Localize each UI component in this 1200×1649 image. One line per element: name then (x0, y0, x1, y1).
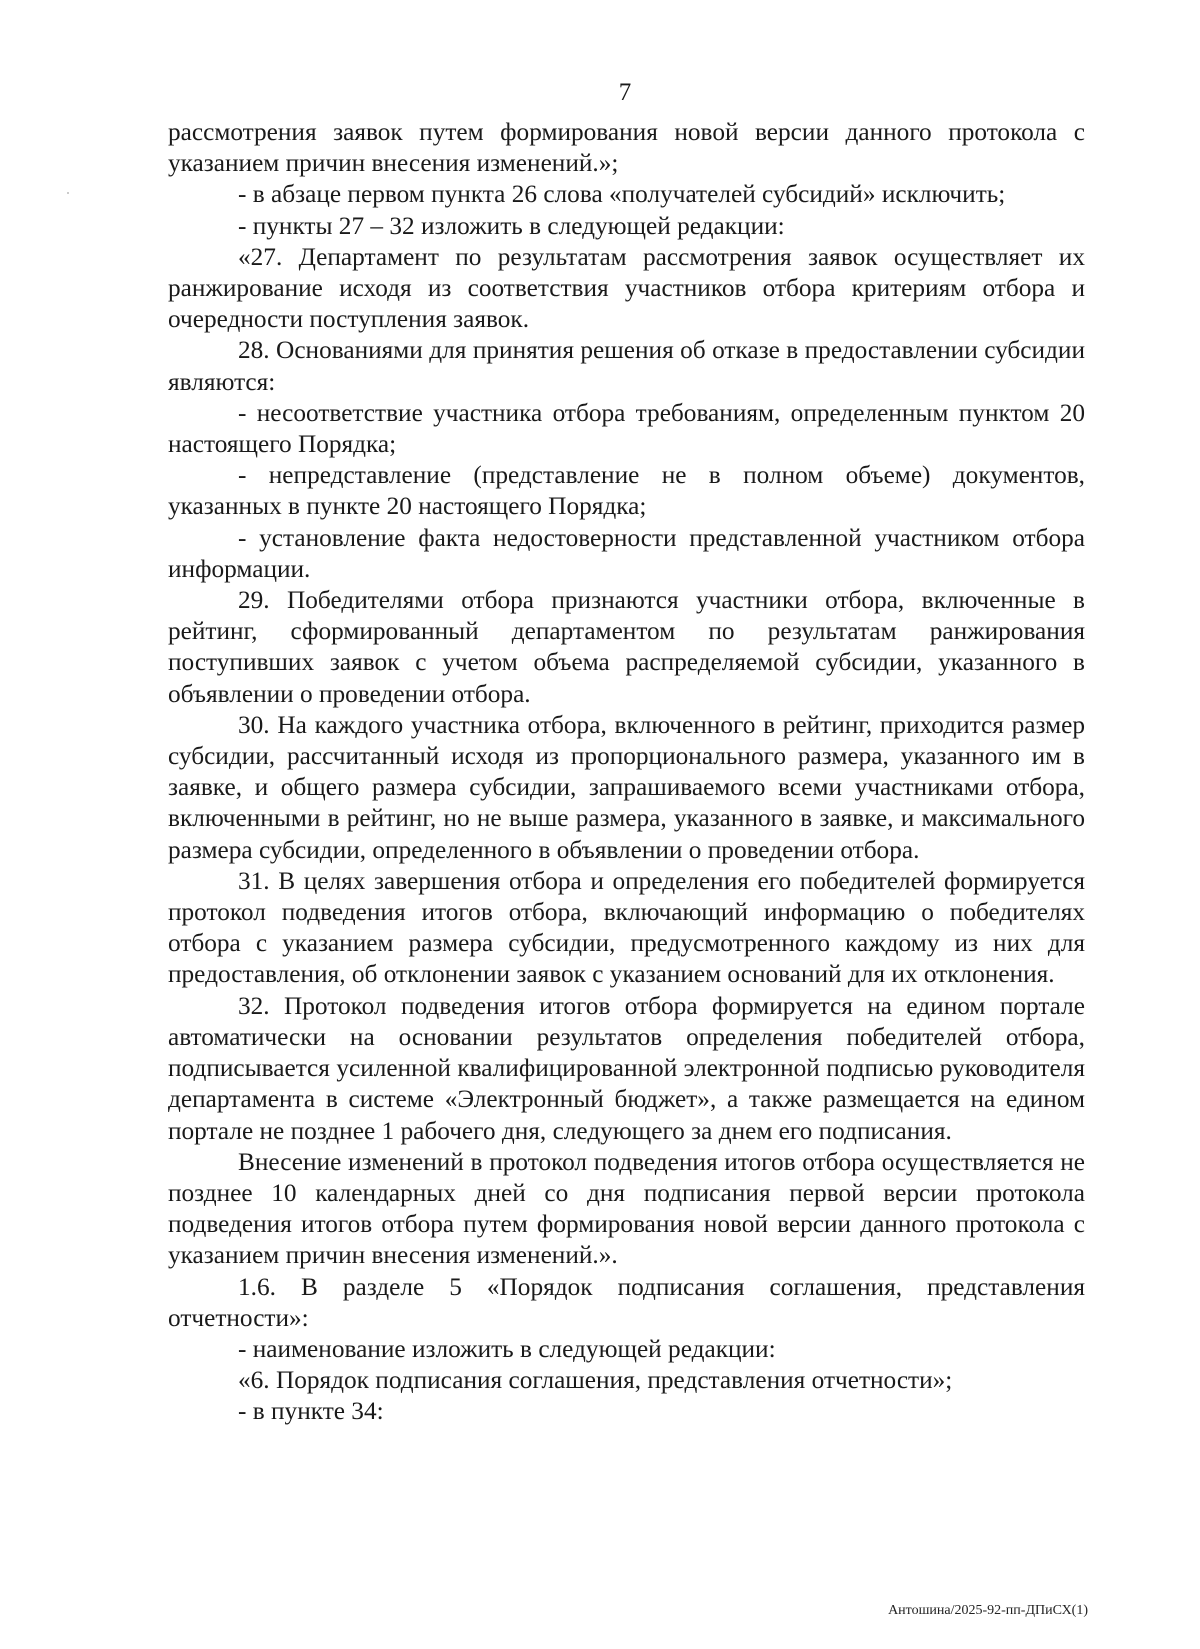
scan-speck (67, 192, 69, 194)
paragraph-27: «27. Департамент по результатам рассмотрения заявок осуществляет их ранжирование исходя из соответствия участников отбора критериям отбора и очередности поступления заявок. (168, 242, 1085, 334)
paragraph-item-26: - в абзаце первом пункта 26 слова «получателей субсидий» исключить; (238, 180, 1006, 209)
paragraph-32-amendments: Внесение изменений в протокол подведения итогов отбора осуществляется не позднее 10 календарных дней со дня подписания первой версии протокола подведения итогов отбора путем формирования новой версии данного протокола с указанием причин внесения изменений.». (168, 1147, 1085, 1270)
paragraph-30: 30. На каждого участника отбора, включенного в рейтинг, приходится размер субсидии, рассчитанный исходя из пропорционального размера, указанного им в заявке, и общего размера субсидии, запрашиваемого всеми участниками отбора, включенными в рейтинг, но не выше размера, указанного в заявке, и максимального размера субсидии, определенного в объявлении о проведении отбора. (168, 710, 1085, 864)
paragraph-31: 31. В целях завершения отбора и определения его победителей формируется протокол подведения итогов отбора, включающий информацию о победителях отбора с указанием размера субсидии, предусмотренного каждому из них для предоставления, об отклонении заявок с указанием оснований для их отклонения. (168, 866, 1085, 989)
paragraph-continuation: рассмотрения заявок путем формирования новой версии данного протокола с указанием причин внесения изменений.»; (168, 118, 1085, 178)
paragraph-1-6: 1.6. В разделе 5 «Порядок подписания соглашения, представления отчетности»: (168, 1272, 1085, 1332)
paragraph-28: 28. Основаниями для принятия решения об отказе в предоставлении субсидии являются: (168, 336, 1085, 396)
paragraph-28-bullet-1: - несоответствие участника отбора требованиям, определенным пунктом 20 настоящего Порядка; (168, 398, 1085, 459)
paragraph-item-34: - в пункте 34: (238, 1397, 384, 1426)
paragraph-29: 29. Победителями отбора признаются участники отбора, включенные в рейтинг, сформированный департаментом по результатам ранжирования поступивших заявок с учетом объема распределяемой субсидии, указанного в объявлении о проведении отбора. (168, 586, 1085, 708)
paragraph-28-bullet-3: - установление факта недостоверности представленной участником отбора информации. (168, 523, 1085, 583)
paragraph-items-27-32: - пункты 27 – 32 изложить в следующей редакции: (238, 211, 785, 240)
paragraph-title-change: - наименование изложить в следующей редакции: (238, 1334, 776, 1363)
paragraph-28-bullet-2: - непредставление (представление не в полном объеме) документов, указанных в пункте 20 настоящего Порядка; (168, 461, 1085, 521)
paragraph-section-6-title: «6. Порядок подписания соглашения, представления отчетности»; (238, 1366, 953, 1395)
document-body (168, 117, 1085, 1428)
paragraph-32: 32. Протокол подведения итогов отбора формируется на едином портале автоматически на основании результатов определения победителей отбора, подписывается усиленной квалифицированной электронной подписью руководителя департамента в системе «Электронный бюджет», а также размещается на едином портале не позднее 1 рабочего дня, следующего за днем его подписания. (168, 991, 1085, 1145)
footer-document-reference: Антошина/2025-92-пп-ДПиСХ(1) (888, 1603, 1088, 1618)
page-number: 7 (618, 79, 632, 106)
